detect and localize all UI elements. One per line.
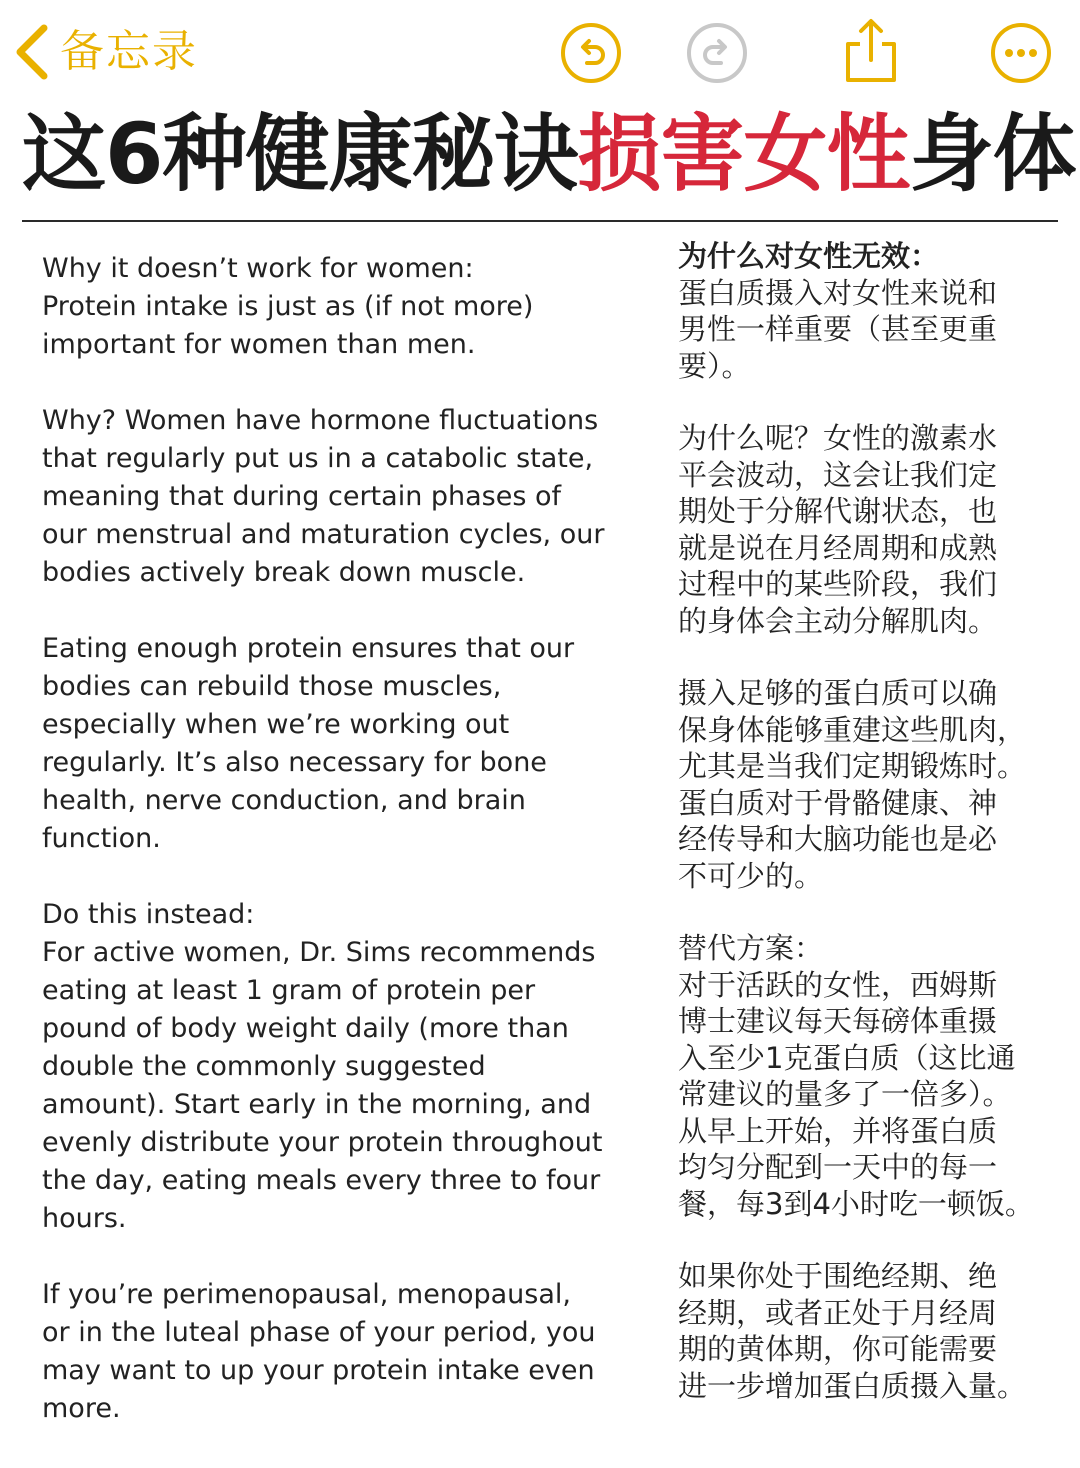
title-divider [22,220,1058,222]
redo-icon [686,22,748,84]
chinese-paragraph: 替代方案： 对于活跃的女性，西姆斯 博士建议每天每磅体重摄 入至少1克蛋白质（这比通 常建议的量多了一倍多）。 从早上开始，并将蛋白质 均匀分配到一天中的每一 餐，每3到4小时吃一顿饭。 [678,931,1034,1221]
redo-button[interactable] [686,22,748,84]
chinese-paragraph: 蛋白质摄入对女性来说和 男性一样重要（甚至更重 要）。 [678,275,998,383]
english-paragraph: Do this instead: For active women, Dr. Sims recommends eating at least 1 gram of protein per pound of body weight daily (more than double the commonly suggested amount). Start early in the morning, and evenly distribute your protein throughout the day, eating meals every three to four hours. [42,899,603,1234]
chinese-column [678,238,1058,1404]
notes-toolbar [0,0,1080,105]
english-paragraph: Why? Women have hormone fluctuations that regularly put us in a catabolic state, meaning that during certain phases of our menstrual and maturation cycles, our bodies actively break down muscle. [42,405,605,588]
english-paragraph: Eating enough protein ensures that our bodies can rebuild those muscles, especially when we’re working out regularly. It’s also necessary for bone health, nerve conduction, and brain function. [42,633,575,854]
chinese-paragraph: 如果你处于围绝经期、绝 经期，或者正处于月经周 期的黄体期，你可能需要 进一步增加蛋白质摄入量。 [678,1259,1027,1403]
more-button[interactable] [990,22,1052,84]
chinese-paragraph: 摄入足够的蛋白质可以确 保身体能够重建这些肌肉， 尤其是当我们定期锻炼时。 蛋白质对于骨骼健康、神 经传导和大脑功能也是必 不可少的。 [678,676,1027,893]
back-button[interactable] [14,22,198,82]
chinese-heading: 为什么对女性无效： [678,239,940,273]
english-paragraph: If you’re perimenopausal, menopausal, or in the luteal phase of your period, you may want to up your protein intake even more. [42,1279,596,1424]
back-label: 备忘录 [60,26,198,77]
title-part-1: 这6种健康秘诀 [22,105,578,203]
undo-icon [560,22,622,84]
undo-button[interactable] [560,22,622,84]
chevron-left-icon [14,24,50,80]
title-part-accent: 损害女性 [577,105,910,203]
english-paragraph: Why it doesn’t work for women: Protein intake is just as (if not more) important for women than men. [42,253,534,360]
more-icon [990,22,1052,84]
title-part-3: 身体 [909,105,1076,203]
english-column [42,250,632,1428]
note-title [22,104,1076,204]
share-icon [840,16,902,86]
chinese-paragraph: 为什么呢？女性的激素水 平会波动，这会让我们定 期处于分解代谢状态，也 就是说在月经周期和成熟 过程中的某些阶段，我们 的身体会主动分解肌肉。 [678,421,998,638]
share-button[interactable] [840,16,902,78]
